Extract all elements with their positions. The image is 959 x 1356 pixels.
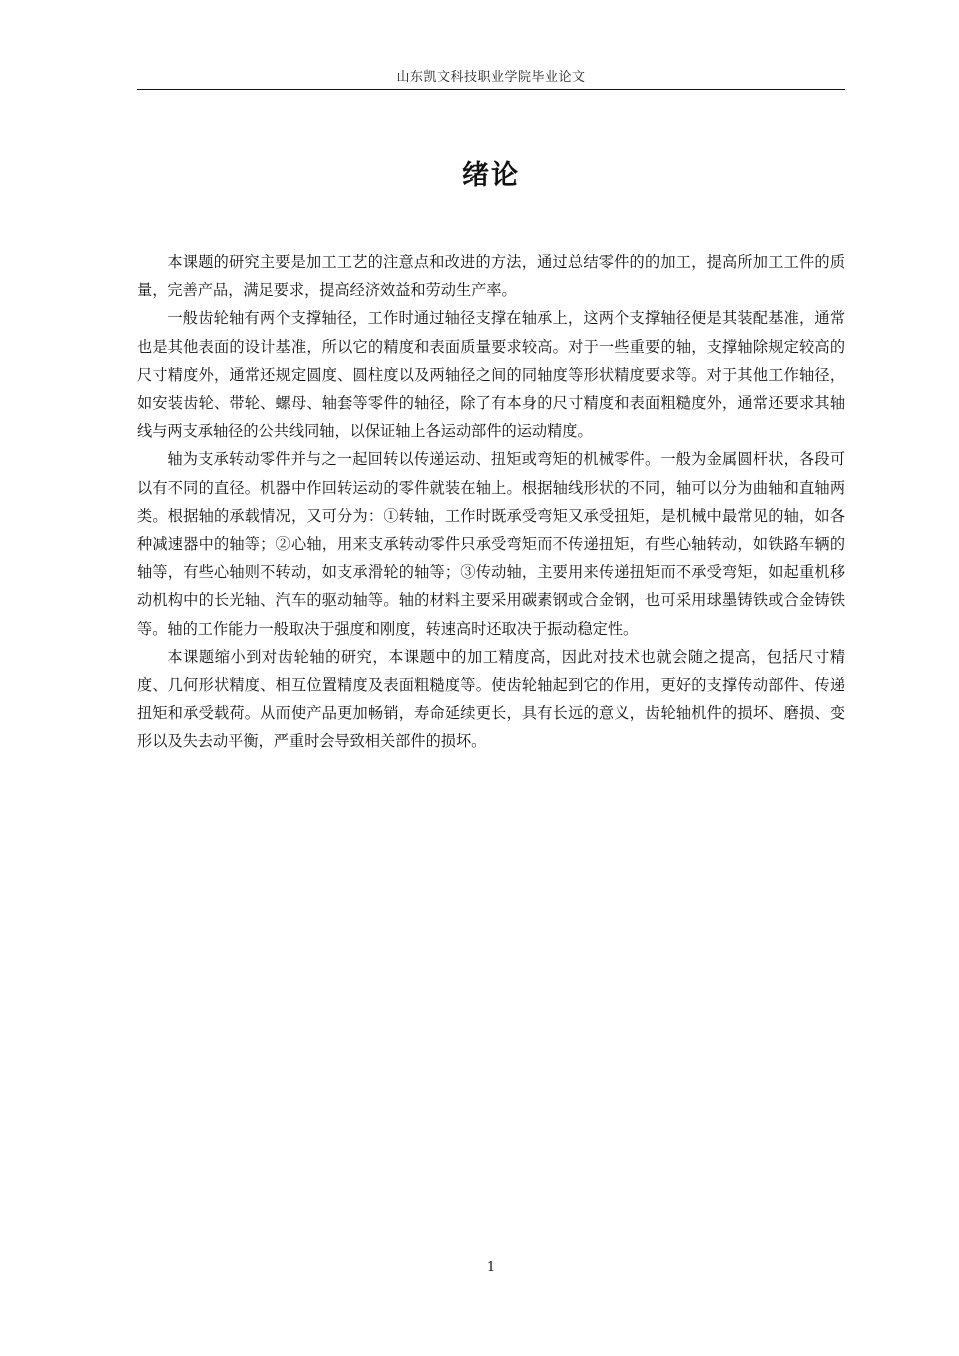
paragraph-2: 一般齿轮轴有两个支撑轴径，工作时通过轴径支撑在轴承上，这两个支撑轴径便是其装配基准，通常也是其他表面的设计基准，所以它的精度和表面质量要求较高。对于一些重要的轴，支撑轴除规定较高的尺寸精度外，通常还规定圆度、圆柱度以及两轴径之间的同轴度等形状精度要求等。对于其他工作轴径，如安装齿轮、带轮、螺母、轴套等零件的轴径，除了有本身的尺寸精度和表面粗糙度外，通常还要求其轴线与两支承轴径的公共线同轴，以保证轴上各运动部件的运动精度。 bbox=[137, 309, 845, 441]
body-text bbox=[137, 248, 845, 756]
paragraph-3: 轴为支承转动零件并与之一起回转以传递运动、扭矩或弯矩的机械零件。一般为金属圆杆状，各段可以有不同的直径。机器中作回转运动的零件就装在轴上。根据轴线形状的不同，轴可以分为曲轴和直轴两类。根据轴的承载情况，又可分为：①转轴，工作时既承受弯矩又承受扭矩，是机械中最常见的轴，如各种减速器中的轴等；②心轴，用来支承转动零件只承受弯矩而不传递扭矩，有些心轴转动，如铁路车辆的轴等，有些心轴则不转动，如支承滑轮的轴等；③传动轴，主要用来传递扭矩而不承受弯矩，如起重机移动机构中的长光轴、汽车的驱动轴等。轴的材料主要采用碳素钢或合金钢，也可采用球墨铸铁或合金铸铁等。轴的工作能力一般取决于强度和刚度，转速高时还取决于振动稳定性。 bbox=[137, 450, 845, 638]
running-header: 山东凯文科技职业学院毕业论文 bbox=[396, 70, 586, 85]
chapter-title: 绪论 bbox=[462, 160, 520, 191]
paragraph-1: 本课题的研究主要是加工工艺的注意点和改进的方法，通过总结零件的的加工，提高所加工工件的质量，完善产品，满足要求，提高经济效益和劳动生产率。 bbox=[137, 253, 845, 300]
page-number: 1 bbox=[486, 1260, 496, 1275]
paragraph-4: 本课题缩小到对齿轮轴的研究，本课题中的加工精度高，因此对技术也就会随之提高，包括尺寸精度、几何形状精度、相互位置精度及表面粗糙度等。使齿轮轴起到它的作用，更好的支撑传动部件、传递扭矩和承受载荷。从而使产品更加畅销，寿命延续更长，具有长远的意义，齿轮轴机件的损坏、磨损、变形以及失去动平衡，严重时会导致相关部件的损坏。 bbox=[137, 647, 845, 751]
header-divider bbox=[137, 89, 845, 90]
